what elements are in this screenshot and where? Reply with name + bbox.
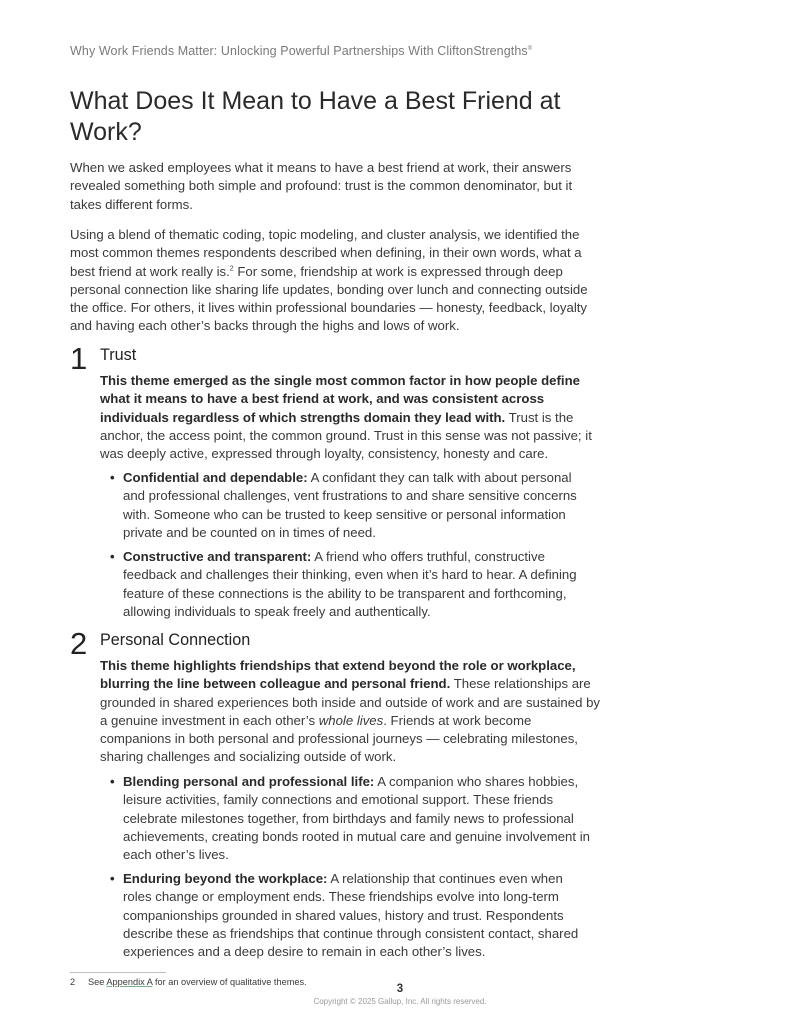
theme-title-personal-connection: Personal Connection: [100, 631, 251, 649]
intro-paragraph-1: When we asked employees what it means to have a best friend at work, their answers revealed something both simple and profound: trust is the common denominator, but it takes different forms.: [70, 160, 573, 212]
intro-p2-text: Using a blend of thematic coding, topic modeling, and cluster analysis, we identified the most common themes respondents described when defining, in their own words, what a best friend at work really is.: [70, 227, 582, 279]
appendix-a-link[interactable]: Appendix A: [106, 977, 153, 987]
running-header-title: Why Work Friends Matter: Unlocking Powerful Partnerships With CliftonStrengths: [70, 44, 528, 58]
bullet-label: Constructive and transparent:: [123, 549, 312, 564]
intro-p2-text-cont: For some, friendship at work is expressed through deep personal connection like sharing life updates, bonding over lunch and connecting outside the office. For others, it lives within professional boundaries — honesty, feedback, loyalty and having each other’s backs through the highs and lows of work.: [70, 263, 588, 334]
footnote-number: 2: [70, 977, 76, 987]
bullet-text: A friend who offers truthful, constructive feedback and challenges their thinking, even when it’s hard to hear. A defining feature of these connections is the ability to be transparent and forthcoming, allowing individuals to speak freely and authentically.: [123, 549, 577, 619]
bullet-text: A relationship that continues even when roles change or employment ends. These friendships evolve into long-term companionships grounded in shared values, history and trust. Respondents describe these as friendships that continue through consistent contact, shared experiences and a deep desire to remain in each other’s lives.: [123, 871, 579, 960]
theme-number-2: 2: [70, 626, 88, 661]
theme-2-emphasis: whole lives: [318, 712, 384, 728]
page-title: What Does It Mean to Have a Best Friend at Work?: [70, 87, 561, 146]
list-item: [110, 548, 595, 621]
theme-1-lead: This theme emerged as the single most common factor in how people define what it means to have a best friend at work, and was consistent across individuals regardless of which strengths domain they lead with.: [100, 373, 580, 425]
list-item: [110, 469, 595, 542]
trademark-symbol: ®: [527, 45, 533, 52]
bullet-label: Confidential and dependable:: [123, 470, 308, 485]
bullet-icon: •: [110, 549, 115, 564]
theme-2-lead: This theme highlights friendships that extend beyond the role or workplace, blurring the line between colleague and personal friend.: [100, 658, 576, 692]
intro-paragraph-2: [70, 226, 590, 336]
theme-1-body: [100, 372, 600, 463]
theme-2-body: [100, 657, 600, 767]
footnote-ref: 2: [229, 265, 234, 273]
list-item: [110, 773, 595, 864]
bullet-label: Blending personal and professional life:: [123, 774, 375, 789]
theme-1-text: Trust is the anchor, the access point, the common ground. Trust in this sense was not passive; it was deeply active, expressed through loyalty, consistency, honesty and care.: [100, 409, 592, 462]
footnote-see: See: [88, 977, 107, 987]
bullet-icon: •: [110, 871, 115, 886]
footnote-text: for an overview of qualitative themes.: [152, 977, 307, 987]
theme-2-text-cont: . Friends at work become companions in both personal and professional journeys — celebrating milestones, sharing challenges and socializing outside of work.: [100, 712, 578, 765]
bullet-text: A confidant they can talk with about personal and professional challenges, vent frustrations to and share sensitive concerns with. Someone who can be trusted to keep sensitive or personal information private and be counted on in times of need.: [123, 470, 577, 540]
bullet-icon: •: [110, 470, 115, 485]
bullet-text: A companion who shares hobbies, leisure activities, family connections and emotional support. These friends celebrate milestones together, from birthdays and family news to professional achievements, creating bonds rooted in mutual care and genuine involvement in each other’s lives.: [123, 774, 590, 863]
theme-2-text: These relationships are grounded in shared experiences both inside and outside of work and are sustained by a genuine investment in each other’s: [100, 676, 600, 728]
page-number: 3: [396, 983, 404, 995]
running-header: [70, 44, 532, 58]
footnote-divider: [70, 972, 166, 973]
bullet-icon: •: [110, 774, 115, 789]
theme-title-trust: Trust: [100, 346, 137, 364]
bullet-label: Enduring beyond the workplace:: [123, 871, 328, 886]
list-item: [110, 870, 595, 961]
copyright: Copyright © 2025 Gallup, Inc. All rights reserved.: [313, 997, 487, 1006]
theme-number-1: 1: [70, 341, 88, 376]
